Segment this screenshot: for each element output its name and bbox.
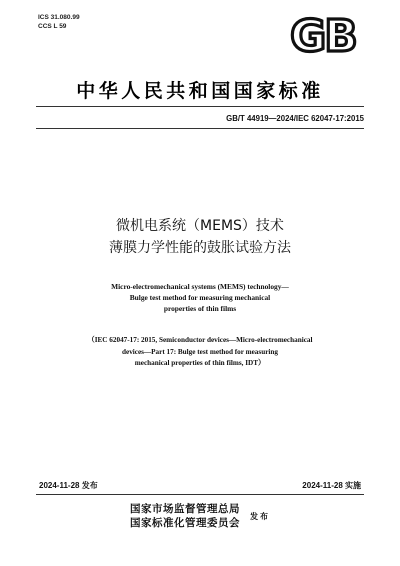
footer-divider bbox=[36, 494, 364, 495]
publisher-org-2: 国家标准化管理委员会 bbox=[130, 517, 240, 529]
publisher-org-1: 国家市场监督管理总局 bbox=[130, 503, 240, 515]
standard-number: GB/T 44919—2024/IEC 62047-17:2015 bbox=[226, 114, 364, 123]
english-title-line-3: properties of thin films bbox=[163, 304, 237, 313]
standard-type-title: 中华人民共和国国家标准 bbox=[76, 80, 324, 102]
iec-note-line-3: mechanical properties of thin films, IDT） bbox=[134, 359, 266, 367]
english-title bbox=[0, 281, 400, 314]
classification-codes bbox=[38, 14, 80, 31]
english-title-line-2: Bulge test method for measuring mechanical bbox=[129, 293, 271, 302]
ics-code: ICS 31.080.99 bbox=[38, 14, 80, 21]
publisher-suffix: 发布 bbox=[250, 510, 270, 521]
ccs-code: CCS L 59 bbox=[38, 22, 67, 30]
gb-logo-text: GB bbox=[290, 14, 356, 56]
chinese-title-line-1: 微机电系统（MEMS）技术 bbox=[116, 218, 284, 234]
header-divider-bottom bbox=[36, 128, 364, 129]
iec-note-line-1: （IEC 62047-17: 2015, Semiconductor devices—Micro-electromechanical bbox=[87, 336, 313, 344]
iec-note-line-2: devices—Part 17: Bulge test method for measuring bbox=[122, 347, 278, 356]
implementation-date: 2024-11-28 实施 bbox=[302, 481, 361, 490]
gb-logo bbox=[282, 14, 364, 56]
issue-date: 2024-11-28 发布 bbox=[39, 481, 98, 490]
publisher-names bbox=[130, 502, 240, 530]
chinese-title-line-2: 薄膜力学性能的鼓胀试验方法 bbox=[109, 240, 291, 256]
header-divider-top bbox=[36, 106, 364, 107]
english-title-line-1: Micro-electromechanical systems (MEMS) technology— bbox=[111, 282, 289, 291]
iec-equivalence-note bbox=[0, 335, 400, 370]
publisher-block bbox=[130, 502, 270, 530]
